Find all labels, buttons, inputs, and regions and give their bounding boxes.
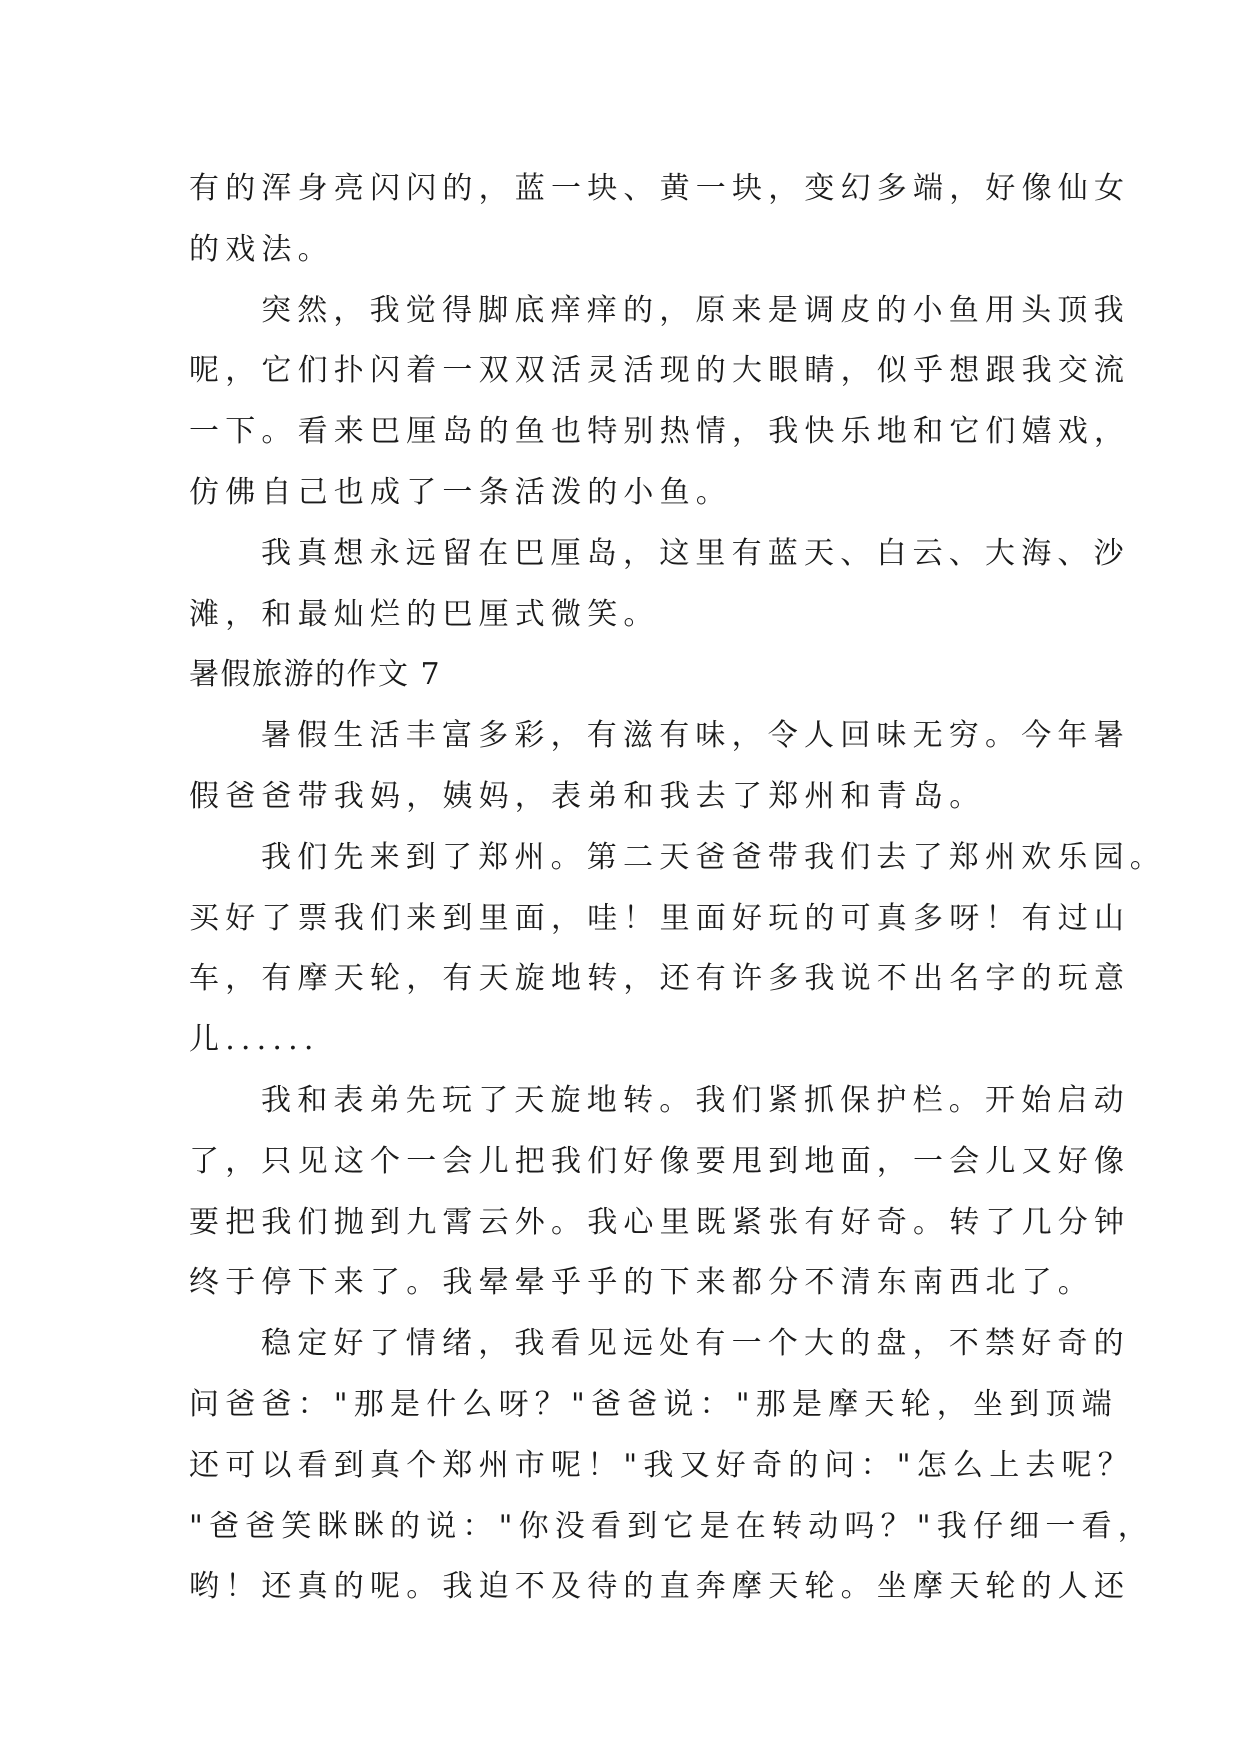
text-line: 有的浑身亮闪闪的，蓝一块、黄一块，变幻多端，好像仙女 bbox=[189, 171, 1131, 206]
paragraph-start-line: 突然，我觉得脚底痒痒的，原来是调皮的小鱼用头顶我 bbox=[261, 292, 1130, 328]
text-line: 车，有摩天轮，有天旋地转，还有许多我说不出名字的玩意 bbox=[189, 961, 1131, 997]
paragraph-start-line: 我和表弟先玩了天旋地转。我们紧抓保护栏。开始启动 bbox=[261, 1082, 1130, 1118]
text-line: 要把我们抛到九霄云外。我心里既紧张有好奇。转了几分钟 bbox=[189, 1204, 1131, 1240]
section-heading: 暑假旅游的作文 7 bbox=[189, 657, 442, 693]
paragraph-start-line: 暑假生活丰富多彩，有滋有味，令人回味无穷。今年暑 bbox=[261, 718, 1130, 754]
text-line: "爸爸笑眯眯的说："你没看到它是在转动吗？"我仔细一看， bbox=[189, 1508, 1154, 1544]
text-line: 哟！还真的呢。我迫不及待的直奔摩天轮。坐摩天轮的人还 bbox=[189, 1569, 1131, 1605]
paragraph-start-line: 稳定好了情绪，我看见远处有一个大的盘，不禁好奇的 bbox=[261, 1326, 1130, 1362]
paragraph-start-line: 我真想永远留在巴厘岛，这里有蓝天、白云、大海、沙 bbox=[261, 535, 1130, 571]
text-line: 问爸爸："那是什么呀？"爸爸说："那是摩天轮，坐到顶端 bbox=[189, 1386, 1118, 1422]
text-line: 终于停下来了。我晕晕乎乎的下来都分不清东南西北了。 bbox=[189, 1265, 1094, 1301]
text-line: 儿...... bbox=[189, 1022, 320, 1058]
paragraph-start-line: 我们先来到了郑州。第二天爸爸带我们去了郑州欢乐园。 bbox=[261, 839, 1166, 875]
text-line: 呢，它们扑闪着一双双活灵活现的大眼睛，似乎想跟我交流 bbox=[189, 353, 1131, 389]
text-line: 还可以看到真个郑州市呢！"我又好奇的问："怎么上去呢？ bbox=[189, 1447, 1134, 1483]
essay-body bbox=[189, 159, 1166, 1618]
text-line: 假爸爸带我妈，姨妈，表弟和我去了郑州和青岛。 bbox=[189, 778, 986, 814]
text-line: 仿佛自己也成了一条活泼的小鱼。 bbox=[189, 474, 732, 510]
text-line: 滩，和最灿烂的巴厘式微笑。 bbox=[189, 596, 660, 632]
text-line: 一下。看来巴厘岛的鱼也特别热情，我快乐地和它们嬉戏， bbox=[189, 414, 1131, 450]
text-line: 的戏法。 bbox=[189, 231, 334, 267]
text-line: 买好了票我们来到里面，哇！里面好玩的可真多呀！有过山 bbox=[189, 900, 1131, 936]
text-line: 了，只见这个一会儿把我们好像要甩到地面，一会儿又好像 bbox=[189, 1143, 1131, 1179]
